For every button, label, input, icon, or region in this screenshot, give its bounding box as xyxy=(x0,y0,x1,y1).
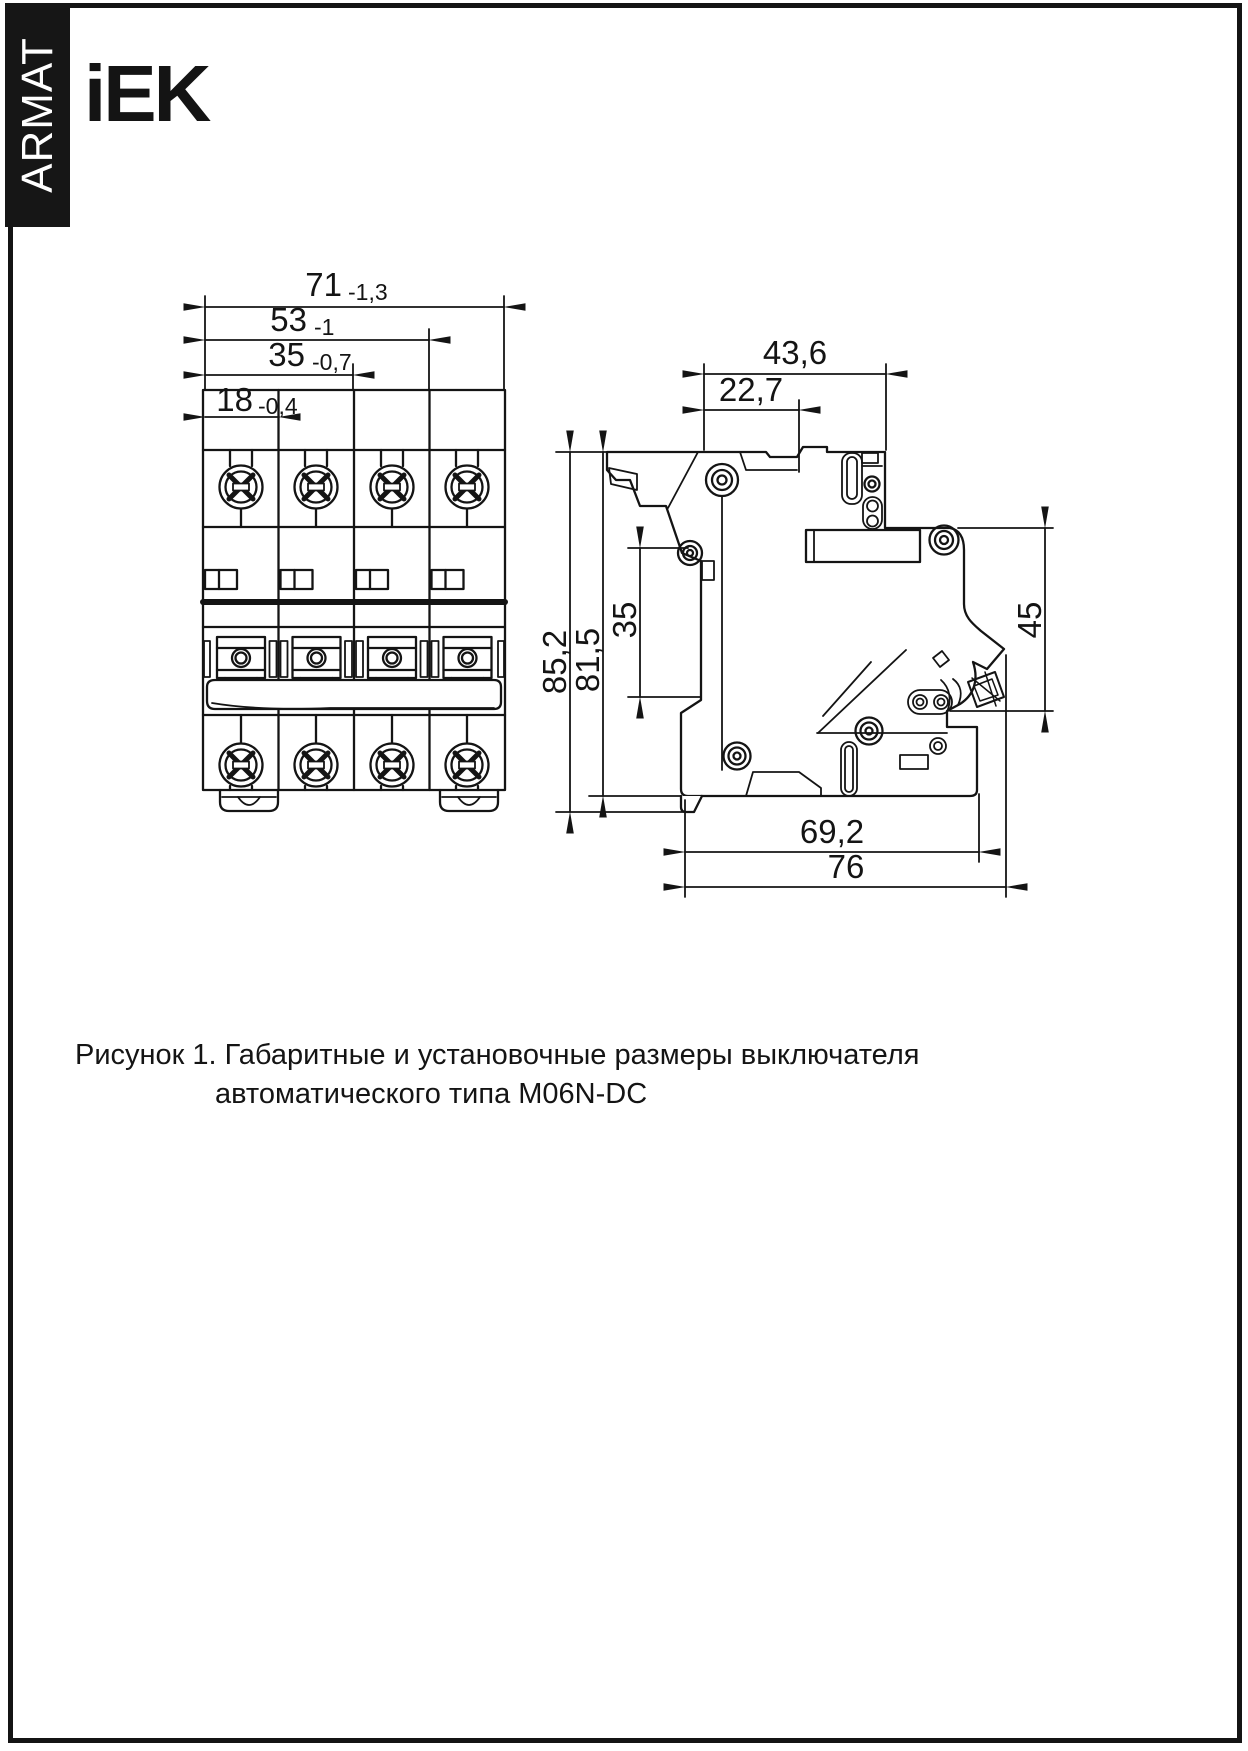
dim-label-53: 53 xyxy=(270,301,307,338)
side-view-drawing xyxy=(607,447,1004,812)
figure-caption-line2: автоматического типа M06N-DC xyxy=(215,1078,648,1110)
dim-label-43-6: 43,6 xyxy=(762,334,828,371)
dim-tol-53: -1 xyxy=(314,314,335,340)
dim-tol-35: -0,7 xyxy=(312,349,352,375)
dim-tol-18: -0,4 xyxy=(258,393,298,419)
dim-tol-71: -1,3 xyxy=(348,279,388,305)
iek-logo: iEK xyxy=(84,49,209,138)
dim-label-81-5: 81,5 xyxy=(569,627,606,693)
dim-label-76: 76 xyxy=(827,848,865,885)
dim-label-85-2: 85,2 xyxy=(536,629,573,695)
dim-label-18: 18 xyxy=(216,381,253,418)
dim-label-35: 35 xyxy=(268,336,305,373)
figure-caption-line1: Рисунок 1. Габаритные и установочные размеры выключателя xyxy=(75,1039,920,1071)
dim-label-35-side: 35 xyxy=(606,601,643,639)
armat-brand-label: ARMAT xyxy=(12,37,62,193)
dim-label-71: 71 xyxy=(305,266,342,303)
dim-label-22-7: 22,7 xyxy=(718,371,784,408)
figure-caption xyxy=(75,1036,935,1114)
dim-label-69-2: 69,2 xyxy=(799,813,865,850)
dim-label-45: 45 xyxy=(1011,601,1048,639)
front-view-drawing xyxy=(203,390,505,811)
